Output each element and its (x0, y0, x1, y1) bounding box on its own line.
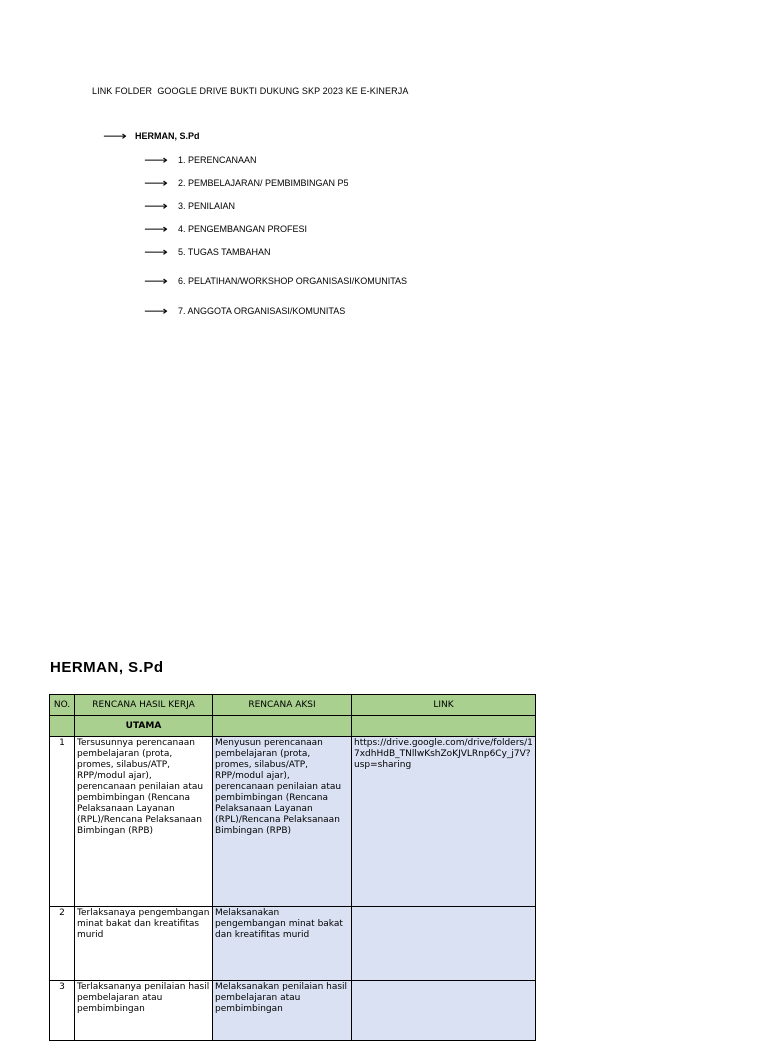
document-title: LINK FOLDER GOOGLE DRIVE BUKTI DUKUNG SKP 2023 KE E-KINERJA (92, 86, 409, 96)
utama-aksi-cell (213, 716, 352, 737)
arrow-right-icon: ⟶ (144, 274, 169, 288)
row-number: 2 (50, 907, 75, 981)
folder-link-penilaian[interactable] (144, 200, 235, 212)
arrow-right-icon: ⟶ (103, 129, 128, 143)
person-heading (103, 130, 200, 142)
drive-link[interactable]: https://drive.google.com/drive/folders/17xdhHdB_TNllwKshZoKJVLRnp6Cy_j7V?usp=sharing (352, 737, 536, 907)
arrow-right-icon: ⟶ (144, 245, 169, 259)
row-number: 3 (50, 981, 75, 1041)
header-rencana-hasil-kerja: RENCANA HASIL KERJA (75, 695, 213, 716)
folder-link-label: 5. TUGAS TAMBAHAN (178, 247, 271, 257)
folder-link-label: 3. PENILAIAN (178, 201, 236, 211)
arrow-right-icon: ⟶ (144, 222, 169, 236)
folder-link-label: 7. ANGGOTA ORGANISASI/KOMUNITAS (178, 306, 346, 316)
folder-link-tugas-tambahan[interactable] (144, 246, 271, 258)
arrow-right-icon: ⟶ (144, 199, 169, 213)
rencana-hasil-kerja-cell: Terlaksananya penilaian hasil pembelajaran atau pembimbingan (75, 981, 213, 1041)
header-link: LINK (352, 695, 536, 716)
folder-link-anggota-organisasi[interactable] (144, 305, 345, 317)
table-header-row (50, 695, 536, 716)
table-row (50, 907, 536, 981)
folder-link-perencanaan[interactable] (144, 154, 257, 166)
arrow-right-icon: ⟶ (144, 176, 169, 190)
folder-link-pelatihan[interactable] (144, 275, 407, 287)
drive-link[interactable] (352, 907, 536, 981)
utama-label: UTAMA (75, 716, 213, 737)
folder-link-label: 4. PENGEMBANGAN PROFESI (178, 224, 308, 234)
utama-link-cell (352, 716, 536, 737)
folder-link-label: 6. PELATIHAN/WORKSHOP ORGANISASI/KOMUNITAS (178, 276, 408, 286)
rencana-hasil-kerja-cell: Tersusunnya perencanaan pembelajaran (prota, promes, silabus/ATP, RPP/modul ajar), perencanaan penilaian atau pembimbingan (Rencana Pelaksanaan Layanan (RPL)/Rencana Pelaksanaan Bimbingan (RPB) (75, 737, 213, 907)
skp-table (49, 694, 536, 1041)
rencana-aksi-cell: Melaksanakan pengembangan minat bakat dan kreatifitas murid (213, 907, 352, 981)
rencana-aksi-cell: Menyusun perencanaan pembelajaran (prota, promes, silabus/ATP, RPP/modul ajar), perencanaan penilaian atau pembimbingan (Rencana Pelaksanaan Layanan (RPL)/Rencana Pelaksanaan Bimbingan (RPB) (213, 737, 352, 907)
header-no: NO. (50, 695, 75, 716)
table-row (50, 737, 536, 907)
folder-link-pembelajaran[interactable] (144, 177, 349, 189)
arrow-right-icon: ⟶ (144, 153, 169, 167)
utama-no-cell (50, 716, 75, 737)
drive-link[interactable] (352, 981, 536, 1041)
person-name: HERMAN, S.Pd (135, 131, 200, 141)
folder-link-pengembangan-profesi[interactable] (144, 223, 307, 235)
utama-row (50, 716, 536, 737)
table-row (50, 981, 536, 1041)
folder-link-label: 1. PERENCANAAN (178, 155, 257, 165)
arrow-right-icon: ⟶ (144, 304, 169, 318)
rencana-aksi-cell: Melaksanakan penilaian hasil pembelajaran atau pembimbingan (213, 981, 352, 1041)
rencana-hasil-kerja-cell: Terlaksanaya pengembangan minat bakat dan kreatifitas murid (75, 907, 213, 981)
header-rencana-aksi: RENCANA AKSI (213, 695, 352, 716)
section-title: HERMAN, S.Pd (50, 659, 164, 676)
row-number: 1 (50, 737, 75, 907)
folder-link-label: 2. PEMBELAJARAN/ PEMBIMBINGAN P5 (178, 178, 349, 188)
